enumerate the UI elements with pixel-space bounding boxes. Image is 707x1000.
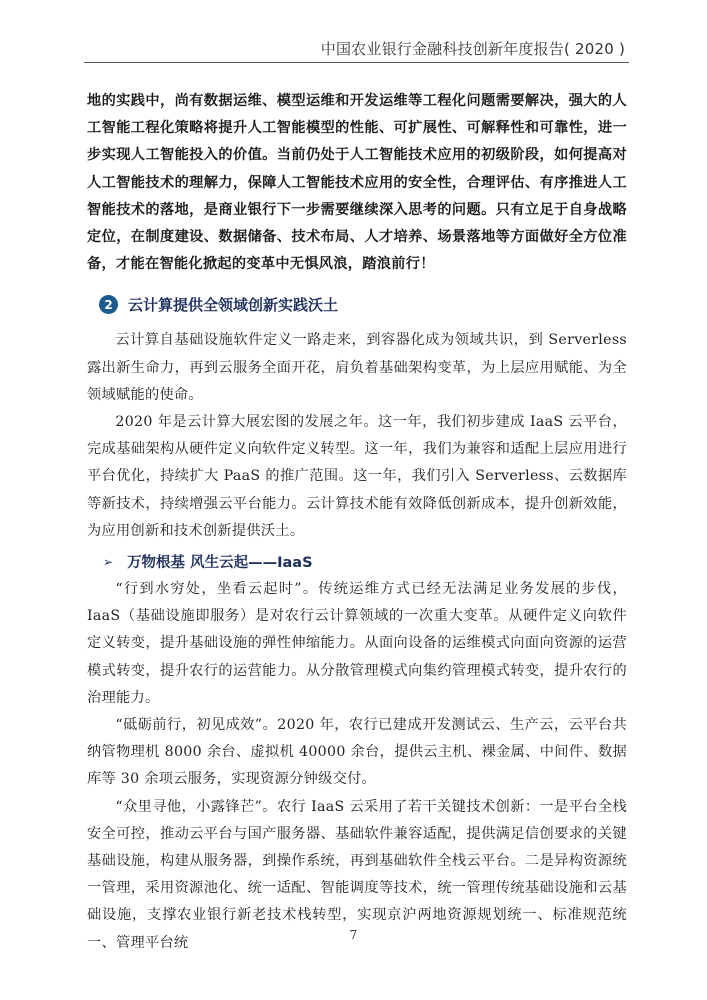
- subsection-title: 万物根基 风生云起——IaaS: [127, 555, 313, 572]
- subsection-paragraph: “砥砺前行，初见成效”。2020 年，农行已建成开发测试云、生产云，云平台共纳管物理机 8000 余台、虚拟机 40000 余台，提供云主机、裸金属、中间件、数据库等 30 余项云服务，实现资源分钟级交付。: [87, 717, 627, 788]
- arrow-bullet-icon: ➢: [103, 554, 114, 569]
- intro-paragraph: 地的实践中，尚有数据运维、模型运维和开发运维等工程化问题需要解决，强大的人工智能工程化策略将提升人工智能模型的性能、可扩展性、可解释性和可靠性，进一步实现人工智能投入的价值。当前仍处于人工智能技术应用的初级阶段，如何提高对人工智能技术的理解力，保障人工智能技术应用的安全性，合理评估、有序推进人工智能技术的落地，是商业银行下一步需要继续深入思考的问题。只有立足于自身战略定位，在制度建设、数据储备、技术布局、人才培养、场景落地等方面做好全方位准备，才能在智能化掀起的变革中无惧风浪，踏浪前行！: [87, 93, 627, 273]
- subsection-paragraph: “行到水穷处，坐看云起时”。传统运维方式已经无法满足业务发展的步伐，IaaS（基础设施即服务）是对农行云计算领域的一次重大变革。从硬件定义向软件定义转变，提升基础设施的弹性伸缩能力。从面向设备的运维模式向面向资源的运营模式转变，提升农行的运营能力。从分散管理模式向集约管理模式转变，提升农行的治理能力。: [87, 581, 627, 706]
- section-heading: [99, 294, 627, 315]
- page-number: 7: [349, 928, 358, 942]
- section-paragraph: 云计算自基础设施软件定义一路走来，到容器化成为领域共识，到 Serverless 露出新生命力，再到云服务全面开花，肩负着基础架构变革，为上层应用赋能、为全领域赋能的使命。: [87, 332, 627, 403]
- section-number-icon: 2: [99, 295, 118, 314]
- subsection-heading: [103, 551, 627, 572]
- header-divider: [84, 62, 629, 63]
- page-content: [87, 88, 627, 957]
- section-title: 云计算提供全领域创新实践沃土: [128, 296, 339, 315]
- running-header: 中国农业银行金融科技创新年度报告( 2020 ): [320, 40, 625, 58]
- subsection-paragraph: “众里寻他，小露锋芒”。农行 IaaS 云采用了若干关键技术创新：一是平台全栈安全可控，推动云平台与国产服务器、基础软件兼容适配，提供满足信创要求的关键基础设施，构建从服务器，到操作系统，再到基础软件全栈云平台。二是异构资源统一管理，采用资源池化、统一适配、智能调度等技术，统一管理传统基础设施和云基础设施，支撑农业银行新老技术栈转型，实现京沪两地资源规划统一、标准规范统一、管理平台统: [87, 798, 627, 951]
- section-paragraph: 2020 年是云计算大展宏图的发展之年。这一年，我们初步建成 IaaS 云平台，完成基础架构从硬件定义向软件定义转型。这一年，我们为兼容和适配上层应用进行平台优化，持续扩大 PaaS 的推广范围。这一年，我们引入 Serverless、云数据库等新技术，持续增强云平台能力。云计算技术能有效降低创新成本，提升创新效能，为应用创新和技术创新提供沃土。: [87, 414, 627, 539]
